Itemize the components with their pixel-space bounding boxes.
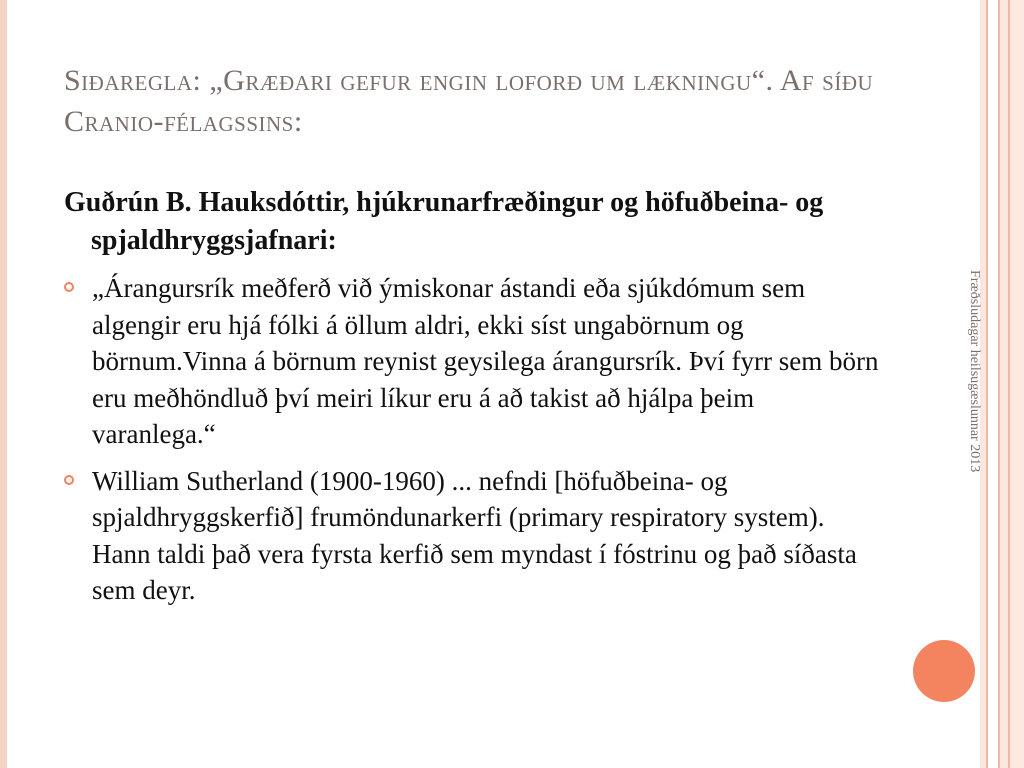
side-footer-text: Fræðsludagar heilsugæslunnar 2013 <box>967 270 982 473</box>
bullet-circle-icon <box>64 475 74 485</box>
bullet-item <box>64 463 882 609</box>
bullet-item <box>64 270 882 453</box>
left-border <box>0 0 7 768</box>
speaker-heading: Guðrún B. Hauksdóttir, hjúkrunarfræðingur og höfuðbeina- og spjaldhryggsjafnari: <box>64 187 824 256</box>
bullet-text: „Árangursrík meðferð við ýmiskonar ástandi eða sjúkdómum sem algengir eru hjá fólki á öllum aldri, ekki síst ungabörnum og börnum.Vinna á börnum reynist geysilega árangursrík. Því fyrr sem börn eru meðhöndluð því meiri líkur eru á að takist að hjálpa þeim varanlega.“ <box>92 273 879 449</box>
decorative-circle <box>913 640 975 702</box>
slide-body <box>64 184 884 619</box>
slide-title: Siðaregla: „Græðari gefur engin loforð um lækningu“. Af síðu Cranio-félagssins: <box>64 64 874 138</box>
right-decorative-stripes <box>980 0 1024 768</box>
bullet-circle-icon <box>64 282 74 292</box>
bullet-text: William Sutherland (1900-1960) ... nefndi [höfuðbeina- og spjaldhryggskerfið] frumöndunarkerfi (primary respiratory system). Hann taldi það vera fyrsta kerfið sem myndast í fóstrinu og það síðasta sem deyr. <box>92 465 857 605</box>
